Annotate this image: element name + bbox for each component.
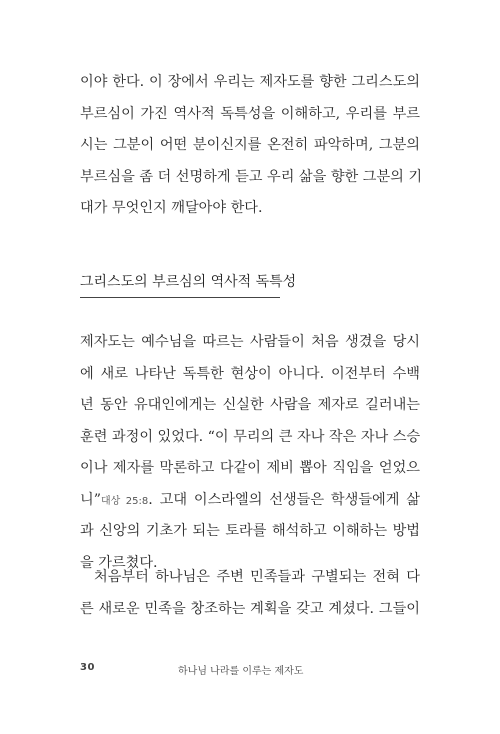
text-line: 부르심을 좀 더 선명하게 듣고 우리 삶을 향한 그분의 기 — [80, 168, 423, 185]
text-line: 년 동안 유대인에게는 신실한 사람을 제자로 길러내는 — [80, 397, 420, 413]
text-line: 을 가르쳤다. — [80, 554, 158, 571]
heading-underline — [80, 297, 280, 298]
scripture-reference: 대상 25:8 — [100, 495, 149, 507]
text-line: 과 신앙의 기초가 되는 토라를 해석하고 이해하는 방법 — [80, 523, 420, 539]
quote-end: 니” — [80, 491, 101, 508]
body-paragraph — [80, 327, 420, 579]
page-footer — [0, 662, 500, 678]
page-number: 30 — [80, 662, 95, 673]
text-line: 이나 제자를 막론하고 다같이 제비 뽑아 직임을 얻었으 — [80, 460, 420, 476]
text-line-with-reference — [80, 485, 420, 517]
section-heading: 그리스도의 부르심의 역사적 독특성 — [80, 274, 297, 290]
text-line: 부르심이 가진 역사적 독특성을 이해하고, 우리를 부르 — [80, 105, 420, 122]
text-line: 제자도는 예수님을 따르는 사람들이 처음 생겼을 당시 — [80, 334, 420, 350]
text-line: 른 새로운 민족을 창조하는 계획을 갖고 계셨다. 그들이 — [80, 600, 420, 617]
text-line: 이야 한다. 이 장에서 우리는 제자도를 향한 그리스도의 — [80, 74, 420, 90]
body-paragraph — [80, 562, 420, 625]
text-line: 에 새로 나타난 독특한 현상이 아니다. 이전부터 수백 — [80, 365, 420, 382]
body-paragraph — [80, 67, 423, 225]
line-continuation: . 고대 이스라엘의 선생들은 학생들에게 삶 — [148, 491, 420, 508]
text-line: 시는 그분이 어떤 분이신지를 온전히 파악하며, 그분의 — [80, 137, 420, 153]
text-line: 훈련 과정이 있었다. “이 무리의 큰 자나 작은 자나 스승 — [80, 428, 421, 445]
running-title: 하나님 나라를 이루는 제자도 — [178, 666, 304, 677]
text-line: 처음부터 하나님은 주변 민족들과 구별되는 전혀 다 — [94, 569, 420, 585]
text-line: 대가 무엇인지 깨달아야 한다. — [80, 200, 263, 216]
